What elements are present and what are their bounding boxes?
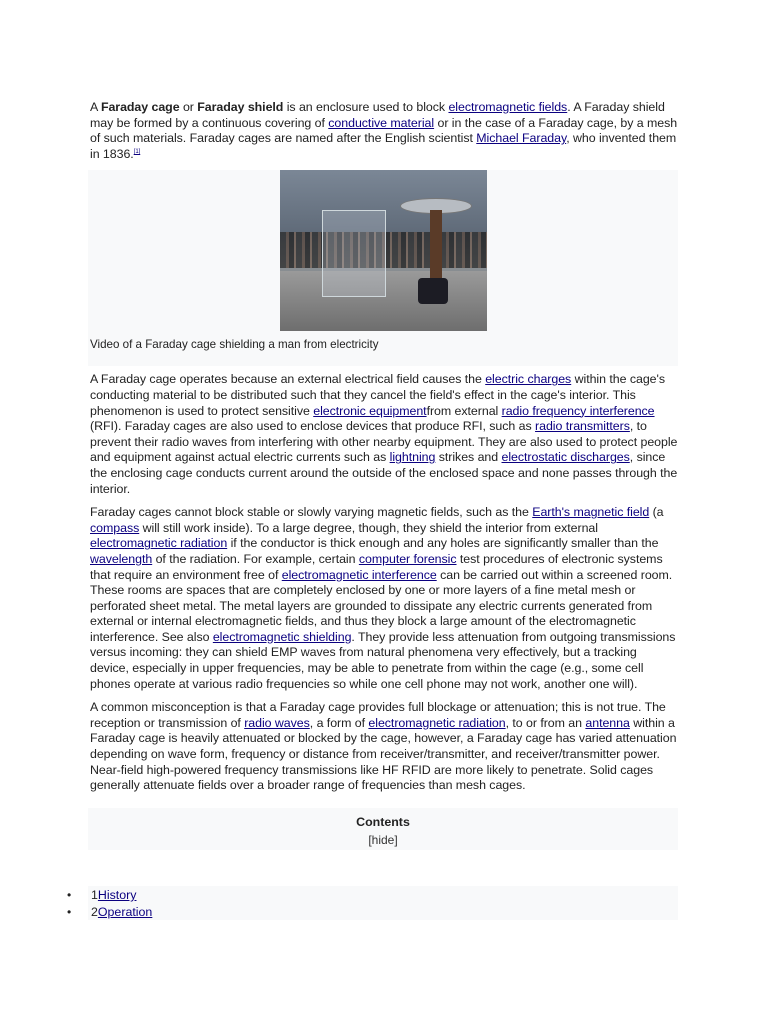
text: or (179, 100, 198, 114)
text: (a (649, 505, 664, 520)
text: (RFI). Faraday cages are also used to enclose devices that produce RFI, such as (90, 419, 536, 434)
term-faraday-cage: Faraday cage (100, 100, 180, 114)
text: Faraday cages cannot block stable or slowly varying magnetic fields, such as the (90, 505, 533, 520)
bullet-icon: • (67, 905, 72, 919)
link-electromagnetic-radiation[interactable]: electromagnetic radiation (90, 536, 228, 551)
tesla-coil-image (430, 210, 442, 280)
link-michael-faraday[interactable]: Michael Faraday (476, 131, 567, 146)
toc-hide-toggle[interactable]: [hide] (368, 832, 398, 847)
toc-item-history[interactable] (67, 888, 137, 902)
link-electrostatic-discharges[interactable]: electrostatic discharges (501, 450, 630, 465)
text: if the conductor is thick enough and any holes are significantly smaller than the (227, 536, 659, 551)
cage-image (322, 210, 386, 297)
text: , who invented them in 1836. (90, 131, 677, 161)
text: A (90, 100, 101, 114)
link-wavelength[interactable]: wavelength (90, 551, 153, 566)
text: will still work inside). To a large degree, though, they shield the interior from external (139, 520, 598, 535)
toc-item-number: 1 (91, 888, 98, 902)
text: A common misconception is that a Faraday cage provides full blockage or attenuation; this is not true. The reception or transmission of (90, 700, 666, 730)
link-electronic-equipment[interactable]: electronic equipment (313, 403, 427, 418)
link-electric-charges[interactable]: electric charges (485, 372, 572, 387)
article-body (90, 100, 678, 850)
link-radio-frequency-interference[interactable]: radio frequency interference (501, 403, 655, 418)
video-thumbnail[interactable] (280, 170, 487, 331)
link-lightning[interactable]: lightning (389, 450, 436, 465)
text: is an enclosure used to block (283, 100, 449, 114)
text: of the radiation. For example, certain (152, 551, 359, 566)
link-conductive-material[interactable]: conductive material (328, 115, 435, 130)
text: , to prevent their radio waves from interfering with other nearby equipment. They are also used to protect people and equipment against actual electric currents such as (90, 419, 678, 465)
text: , a form of (309, 715, 369, 730)
text: can be carried out within a screened room. These rooms are spaces that are completely enclosed by one or more layers of a fine metal mesh or perforated sheet metal. The metal layers are grounded to dissipate any electric currents generated from external or internal electromagnetic fields, and thus they block a large amount of the electromagnetic interference. See also (90, 567, 673, 644)
link-computer-forensic[interactable]: computer forensic (358, 551, 457, 566)
toc-item-operation[interactable] (67, 905, 153, 919)
figure-caption: Video of a Faraday cage shielding a man from electricity (90, 338, 379, 352)
toc-list (67, 886, 678, 920)
text: within a Faraday cage is heavily attenuated or blocked by the cage, however, a Faraday cage has varied attenuation depending on wave form, frequency or distance from receiver/transmitter, and receiver/transmitter power. Near-field high-powered frequency transmissions like HF RFID are more likely to penetrate. Solid cages generally attenuate fields over a broader range of frequencies than mesh cages. (90, 715, 677, 793)
toc-item-label[interactable]: History (97, 888, 137, 902)
toc-item-number: 2 (91, 905, 98, 919)
text: strikes and (435, 450, 502, 465)
text: from external (426, 403, 502, 418)
bullet-icon: • (67, 888, 72, 902)
link-electromagnetic-interference[interactable]: electromagnetic interference (281, 567, 437, 582)
text: within the cage's conducting material to be distributed such that they cancel the field's effect in the cage's interior. This phenomenon is used to protect sensitive (90, 372, 665, 418)
text: A Faraday cage operates because an external electrical field causes the (90, 372, 486, 387)
link-electromagnetic-radiation-2[interactable]: electromagnetic radiation (368, 715, 506, 730)
link-radio-transmitters[interactable]: radio transmitters (535, 419, 630, 434)
coil-base-image (418, 278, 448, 304)
text: . They provide less attenuation from outgoing transmissions versus incoming: they can shield EMP waves from natural phenomena very effectively, but a tracking device, especially in upper frequencies, may be able to penetrate from within the cage (e.g., some cell phones operate at various radio frequencies so while one cell phone may not work, another one will). (90, 629, 676, 691)
link-antenna[interactable]: antenna (585, 715, 630, 730)
link-compass[interactable]: compass (90, 520, 140, 535)
link-radio-waves[interactable]: radio waves (244, 715, 310, 730)
link-earths-magnetic-field[interactable]: Earth's magnetic field (532, 505, 650, 520)
term-faraday-shield: Faraday shield (197, 100, 284, 114)
video-figure (88, 170, 678, 366)
text: , to or from an (505, 715, 586, 730)
magnetic-fields-paragraph (90, 505, 678, 692)
operation-paragraph (90, 372, 678, 497)
text: , since the enclosing cage conducts current around the outside of the enclosed space and none passes through the interior. (90, 450, 678, 496)
intro-paragraph (90, 100, 678, 162)
link-electromagnetic-fields[interactable]: electromagnetic fields (448, 100, 568, 114)
toc-item-label[interactable]: Operation (97, 905, 153, 919)
text: . A Faraday shield may be formed by a continuous covering of (90, 100, 665, 130)
toc-title: Contents (356, 814, 410, 829)
table-of-contents (88, 808, 678, 850)
misconception-paragraph (90, 700, 678, 794)
link-electromagnetic-shielding[interactable]: electromagnetic shielding (212, 629, 352, 644)
reference-link[interactable]: [1] (133, 148, 141, 155)
text: test procedures of electronic systems that require an environment free of (90, 551, 663, 582)
text: or in the case of a Faraday cage, by a mesh of such materials. Faraday cages are named after the English scientist (90, 115, 678, 146)
